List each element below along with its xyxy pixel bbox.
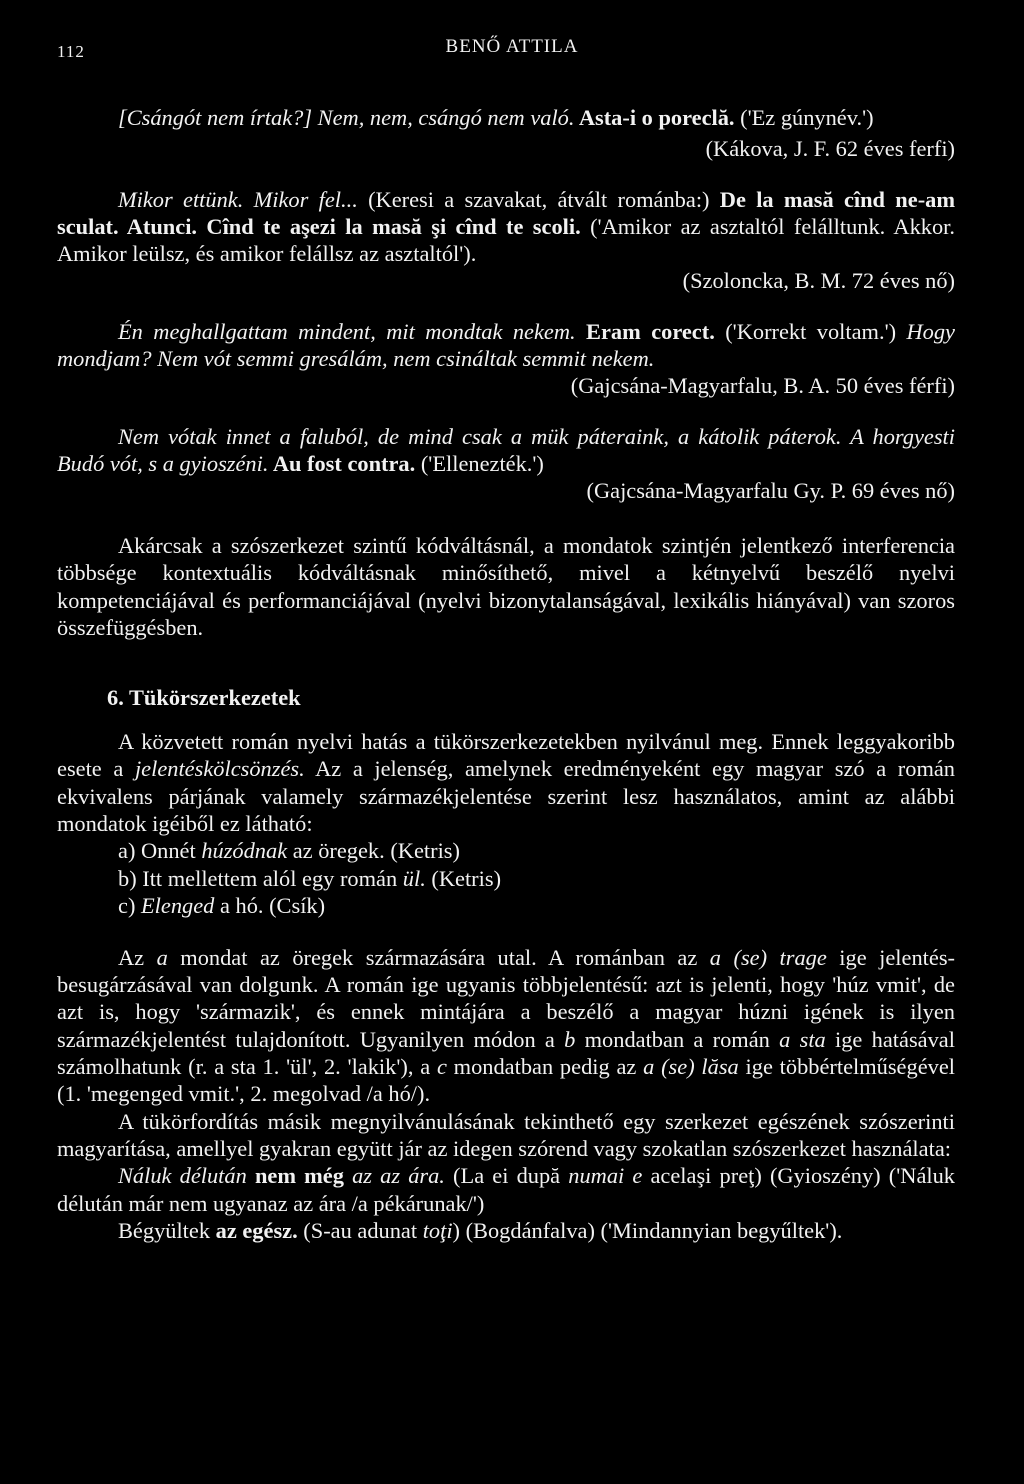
running-head: BENŐ ATTILA: [445, 36, 579, 57]
italic-run: Hogy mondjam? Nem vót semmi gresálám, nem csináltak semmit nekem.: [57, 319, 955, 371]
text-run: ige többértelműségével (1. 'megenged vmit.', 2. megolvad /a hó/).: [57, 1054, 955, 1107]
italic-run: a (se) trage: [709, 944, 827, 970]
text-run: (Keresi a szavakat, átvált románba:): [357, 187, 720, 212]
text-run: mondatban a román: [575, 1026, 780, 1052]
italic-run: c: [436, 1054, 447, 1080]
italic-run: Nem vótak innet a faluból, de mind csak a mük páteraink, a kátolik páterok. A horgyesti Budó vót, s a gyioszéni.: [57, 424, 955, 476]
text-run: acelaşi preţ) (Gyioszény) ('Náluk délután már nem ugyanaz az ára /a pékárunak/'): [57, 1163, 955, 1216]
example-1: [57, 104, 955, 162]
text-run: A közvetett román nyelvi hatás a tükörszerkezetekben nyilvánul meg. Ennek leggyakoribb esete a: [57, 729, 955, 782]
text-run: b) Itt mellettem alól egy román: [118, 865, 403, 891]
text-run: ige jelentés-besugárzásával van dolgunk. A román ige ugyanis többjelentésű: azt is jelenti, hogy 'húz vmit', de azt is, hogy 'származik', és ennek mintájára a beszélő a magyar húzni igének is ilyen származékjelentést tulajdonított. Ugyanilyen módon a: [57, 944, 955, 1052]
example-3: [57, 318, 955, 399]
text-run: ) (Bogdánfalva) ('Mindannyian begyűltek').: [452, 1217, 843, 1243]
text-run: mondatban pedig az: [446, 1054, 644, 1080]
italic-run: toţi: [422, 1217, 453, 1243]
list-item-a: [57, 837, 955, 865]
text-run: Bégyültek: [118, 1217, 216, 1243]
text-run: ('Ez gúnynév.'): [734, 105, 874, 130]
paragraph-example-naluk: [57, 1162, 955, 1217]
italic-run: numai e: [568, 1163, 643, 1189]
italic-run: a sta: [779, 1026, 826, 1052]
example-1-text: [57, 104, 955, 131]
example-2-text: [57, 186, 955, 267]
bold-run: De la masă cînd ne-am sculat. Atunci. Cînd te aşezi la masă şi cînd te scoli.: [57, 187, 955, 239]
example-2: [57, 186, 955, 294]
example-1-source: (Kákova, J. F. 62 éves ferfi): [705, 136, 955, 161]
italic-run: a (se) lăsa: [643, 1054, 739, 1080]
text-run: c): [118, 893, 141, 919]
examples: [57, 104, 955, 504]
italic-run: jelentéskölcsönzés.: [134, 756, 305, 782]
text-run: mondat az öregek származására utal. A románban az: [167, 944, 710, 970]
example-4: [57, 423, 955, 504]
paragraph-interference: Akárcsak a szószerkezet szintű kódváltásnál, a mondatok szintjén jelentkező interferencia többsége kontextuális kódváltásnak minősíthető, mivel a kétnyelvű beszélő nyelvi kompetenciájával és performanciájával (nyelvi bizonytalanságával, lexikális hiányával) van szoros összefüggésben.: [57, 533, 955, 640]
bold-run: Au fost contra.: [268, 451, 416, 476]
example-4-text: [57, 423, 955, 477]
bold-run: nem még: [254, 1163, 344, 1189]
italic-run: [Csángót nem írtak?] Nem, nem, csángó nem való.: [118, 105, 575, 130]
italic-run: Mikor ettünk. Mikor fel...: [118, 187, 358, 212]
text-run: ('Korrekt voltam.'): [714, 319, 907, 344]
page-number: 112: [57, 42, 85, 61]
example-list: [57, 837, 955, 920]
text-run: ('Ellenezték.'): [415, 451, 544, 476]
paragraph-analysis: [57, 944, 955, 1108]
text-run: ige hatásával számolhatunk (r. a sta 1. 'ül', 2. 'lakik'), a: [57, 1026, 955, 1080]
italic-run: a: [156, 944, 168, 970]
example-2-source: (Szoloncka, B. M. 72 éves nő): [682, 268, 955, 293]
section-heading: 6. Tükörszerkezetek: [107, 685, 301, 711]
text-run: a hó. (Csík): [214, 893, 326, 919]
text-run: (Ketris): [425, 865, 502, 891]
paragraph-translation: A tükörfordítás másik megnyilvánulásának tekinthető egy szerkezet egészének szószerinti magyarítása, amellyel gyakran együtt jár az idegen szórend vagy szokatlan szószerkezet használata:: [57, 1108, 955, 1161]
example-4-source: (Gajcsána-Magyarfalu Gy. P. 69 éves nő): [586, 478, 955, 503]
italic-run: Én meghallgattam mindent, mit mondtak nekem.: [118, 319, 576, 344]
example-3-source: (Gajcsána-Magyarfalu, B. A. 50 éves férfi): [570, 373, 955, 398]
list-item-c: [57, 892, 955, 920]
paragraph-calque-intro: [57, 728, 955, 837]
bold-run: Eram corect.: [575, 319, 715, 344]
bold-run: az egész.: [215, 1217, 298, 1243]
text-run: a) Onnét: [118, 838, 202, 864]
italic-run: b: [564, 1026, 576, 1052]
italic-run: az az ára.: [343, 1163, 445, 1189]
page-header: [0, 32, 1024, 64]
text-run: (S-au adunat: [297, 1217, 423, 1243]
text-run: (La ei după: [444, 1163, 569, 1189]
italic-run: húzódnak: [201, 838, 288, 864]
text-run: ('Amikor az asztaltól felálltunk. Akkor. Amikor leülsz, és amikor felállsz az asztaltól').: [57, 214, 956, 266]
italic-run: Náluk délután: [118, 1163, 255, 1189]
list-item-b: [57, 865, 955, 893]
italic-run: ül.: [402, 865, 426, 891]
text-run: Az a jelenség, amelynek eredményeként egy magyar szó a román ekvivalens párjának valamely származékjelentése szerint lesz használatos, amint az alábbi mondatok igéiből ez látható:: [57, 756, 955, 837]
text-run: Az: [118, 944, 157, 970]
page-content: [57, 104, 955, 1244]
text-run: az öregek. (Ketris): [287, 838, 460, 864]
bold-run: Asta-i o poreclă.: [574, 105, 735, 130]
italic-run: Elenged: [141, 893, 215, 919]
example-3-text: [57, 318, 955, 372]
paragraph-example-begyultek: [57, 1217, 955, 1244]
